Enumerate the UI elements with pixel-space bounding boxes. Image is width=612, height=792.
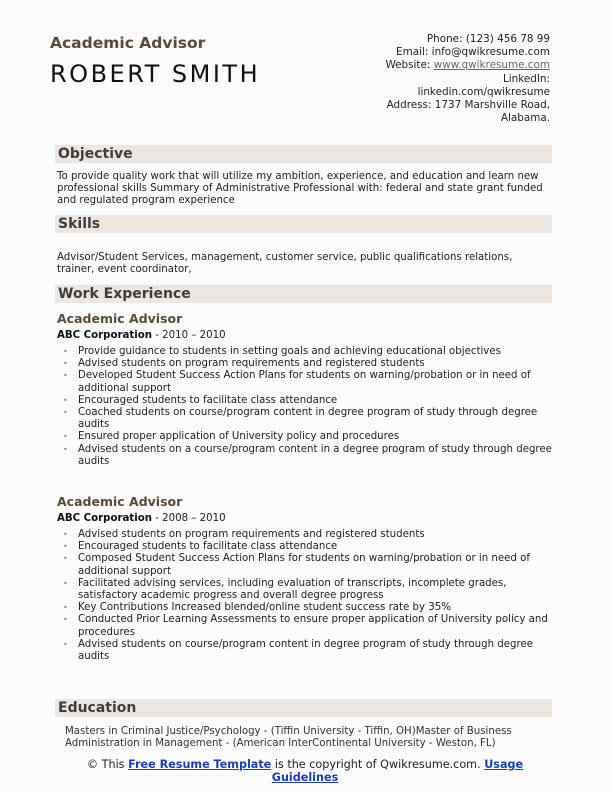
usage-guidelines-link[interactable]: Usage Guidelines <box>271 758 524 784</box>
job-2-title: Academic Advisor <box>57 494 183 509</box>
website-link[interactable]: www.qwikresume.com <box>433 59 550 72</box>
list-item: • Conducted Prior Learning Assessments to ensure proper application of University policy and procedures <box>57 614 552 638</box>
list-item: • Provide guidance to students in setting goals and achieving educational objectives <box>57 346 552 358</box>
list-item: • Advised students on course/program content in degree program of study through degree audits <box>57 639 552 663</box>
footer-middle: is the copyright of Qwikresume.com. <box>271 758 485 771</box>
contact-block <box>330 33 550 125</box>
contact-address-line1: Address: 1737 Marshville Road, <box>386 99 550 112</box>
list-item: • Advised students on program requirements and registered students <box>57 529 552 541</box>
list-item: • Encouraged students to facilitate class attendance <box>57 395 552 407</box>
section-education-header <box>55 699 552 717</box>
contact-email: Email: info@qwikresume.com <box>396 46 550 59</box>
job-2-dates: - 2008 – 2010 <box>151 513 226 524</box>
list-item: • Coached students on course/program content in degree program of study through degree audits <box>57 407 552 431</box>
contact-linkedin-value: linkedin.com/qwikresume <box>417 85 550 98</box>
contact-linkedin-label: LinkedIn: <box>502 72 550 85</box>
free-resume-template-link[interactable]: Free Resume Template <box>128 758 272 771</box>
list-item: • Developed Student Success Action Plans for students on warning/probation or in need of additional support <box>57 370 552 394</box>
skills-text: Advisor/Student Services, management, customer service, public qualifications relations, trainer, event coordinator, <box>57 252 513 276</box>
contact-phone: Phone: (123) 456 78 99 <box>426 33 550 45</box>
list-item: • Ensured proper application of University policy and procedures <box>57 431 552 443</box>
objective-text: To provide quality work that will utilize my ambition, experience, and education and learn new professional skills Summary of Administrative Professional with: federal and state grant funded and regulated program experience <box>57 171 543 207</box>
section-objective-header <box>55 145 552 163</box>
job-2-bullets <box>57 529 552 663</box>
section-work-experience-title: Work Experience <box>58 286 191 302</box>
section-work-experience-header <box>55 285 552 303</box>
footer-prefix: © This <box>86 758 129 771</box>
job-1-dates: - 2010 – 2010 <box>151 330 226 341</box>
list-item: • Advised students on a course/program content in a degree program of study through degree audits <box>57 444 552 468</box>
header-job-title: Academic Advisor <box>50 34 206 52</box>
contact-website <box>330 59 550 72</box>
section-skills-header <box>55 215 552 233</box>
job-1-title: Academic Advisor <box>57 311 183 326</box>
list-item: • Composed Student Success Action Plans for students on warning/probation or in need of additional support <box>57 553 552 577</box>
website-label: Website: <box>385 59 434 72</box>
list-item: • Key Contributions Increased blended/online student success rate by 35% <box>57 602 552 614</box>
copyright-footer <box>60 758 550 784</box>
list-item: • Encouraged students to facilitate class attendance <box>57 541 552 553</box>
education-text: Masters in Criminal Justice/Psychology - (Tiffin University - Tiffin, OH)Master of Business Administration in Management - (American InterContinental University - Weston, FL) <box>65 726 512 750</box>
job-1-company-line <box>57 330 226 341</box>
candidate-name: ROBERT SMITH <box>50 60 261 88</box>
section-objective-title: Objective <box>58 146 133 162</box>
section-skills-title: Skills <box>58 216 101 232</box>
list-item: • Facilitated advising services, including evaluation of transcripts, incomplete grades, satisfactory academic progress and overall degree progress <box>57 578 552 602</box>
job-1-company: ABC Corporation <box>57 330 152 341</box>
contact-address-line2: Alabama. <box>500 112 550 125</box>
job-2-company-line <box>57 513 226 524</box>
list-item: • Advised students on program requirements and registered students <box>57 358 552 370</box>
section-education-title: Education <box>58 700 137 716</box>
job-1-bullets <box>57 346 552 468</box>
job-2-company: ABC Corporation <box>57 513 152 524</box>
